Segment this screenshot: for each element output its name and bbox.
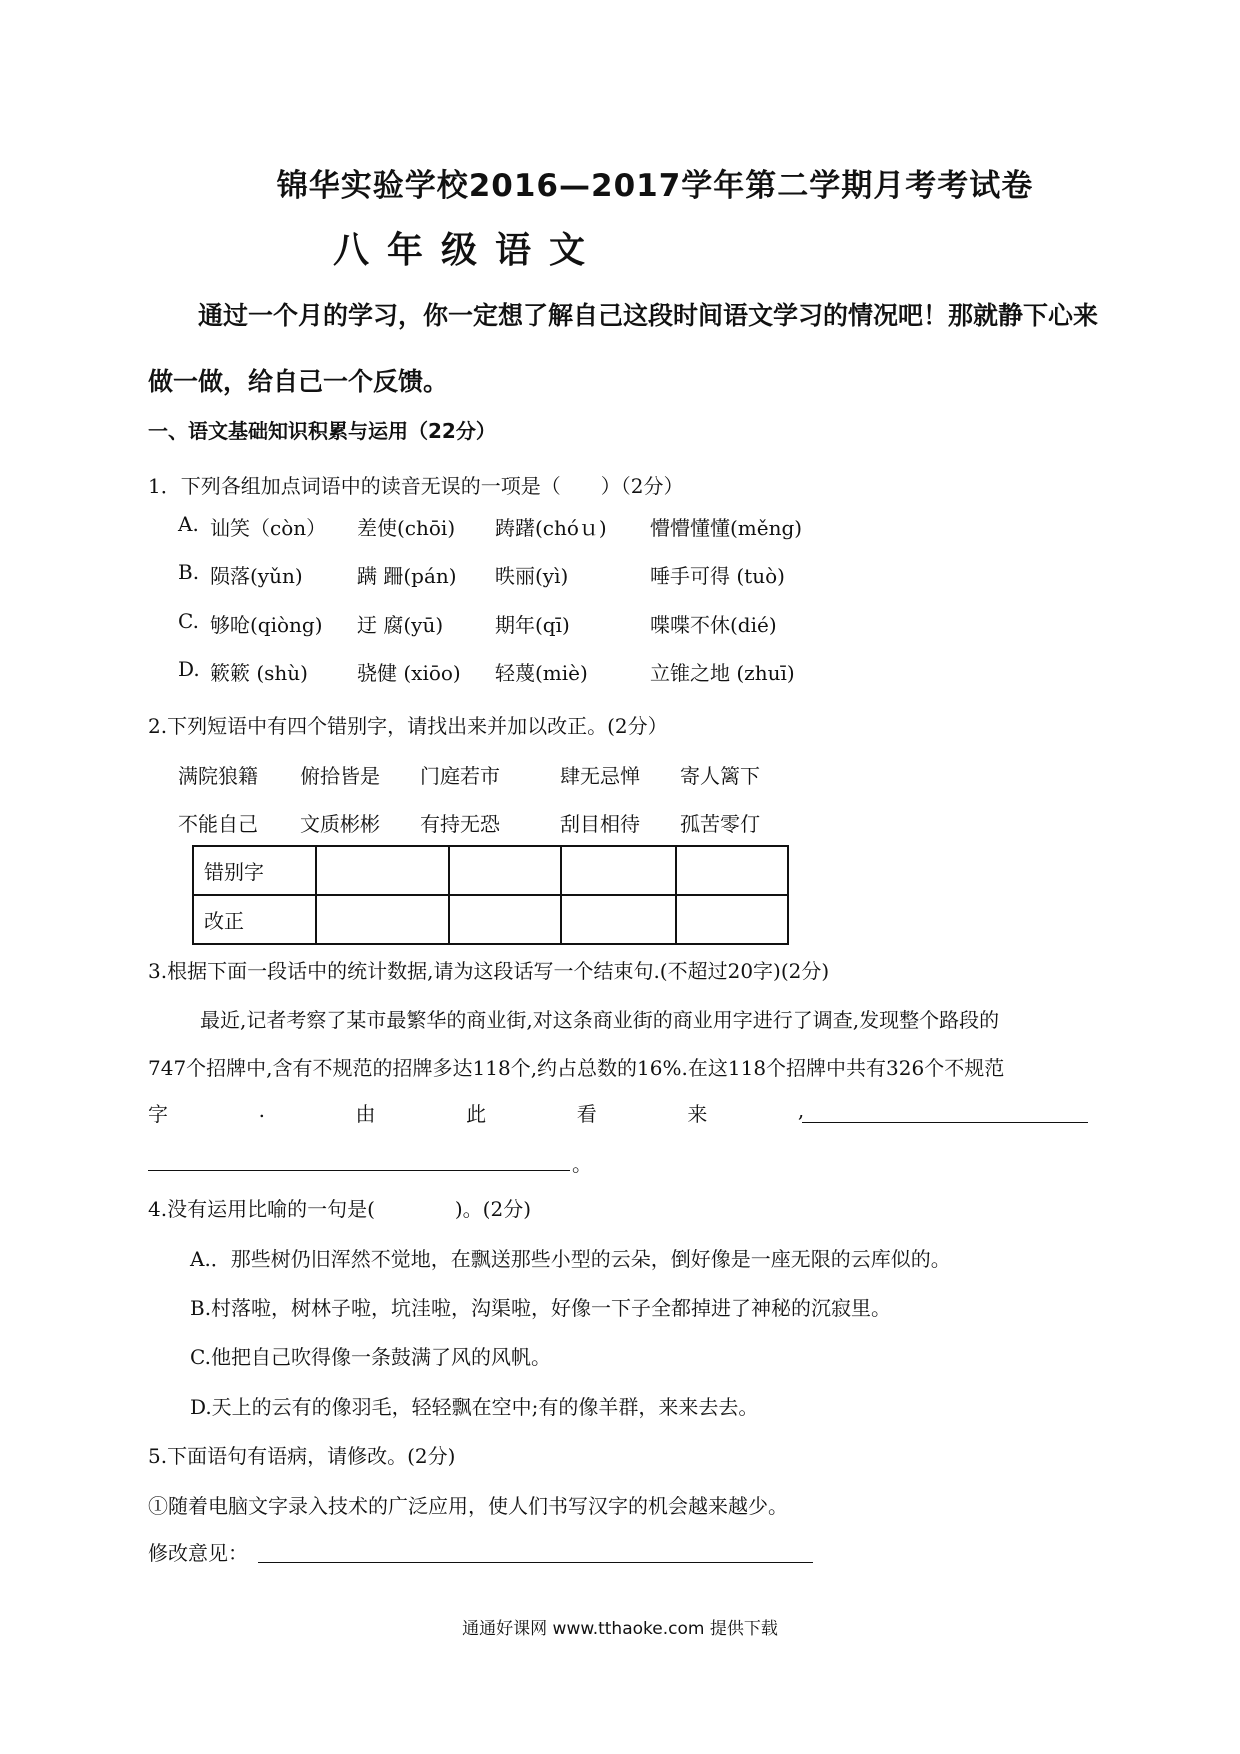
q2-phrase: 肆无忌惮 (560, 764, 640, 788)
q1-option-item: 喋喋不休(dié) (650, 613, 777, 637)
q2-phrase: 有持无恐 (420, 812, 500, 836)
answer-cell[interactable] (676, 846, 788, 895)
answer-cell[interactable] (316, 846, 449, 895)
q1-option-item: 簌簌 (shù) (210, 661, 308, 685)
q5-sentence: ①随着电脑文字录入技术的广泛应用，使人们书写汉字的机会越来越少。 (148, 1494, 788, 1518)
footer-credit: 通通好课网 www.tthaoke.com 提供下载 (462, 1619, 778, 1639)
q3-end-mark: 。 (572, 1152, 592, 1176)
q1-option-letter: D. (178, 657, 200, 681)
q5-answer-line[interactable] (258, 1562, 813, 1563)
intro-line-1: 通过一个月的学习，你一定想了解自己这段时间语文学习的情况吧！那就静下心来 (198, 301, 1099, 330)
answer-cell[interactable] (561, 846, 676, 895)
answer-cell[interactable] (449, 895, 561, 944)
q2-phrase: 不能自己 (178, 812, 258, 836)
q1-option-item: 蹒 跚(pán) (357, 564, 457, 588)
q1-stem: 1．下列各组加点词语中的读音无误的一项是（ ）（2分） (148, 474, 684, 498)
table-row (193, 895, 788, 944)
table-label-cell: 改正 (193, 895, 316, 944)
q3-stem: 3.根据下面一段话中的统计数据,请为这段话写一个结束句.(不超过20字)(2分) (148, 959, 830, 983)
answer-cell[interactable] (449, 846, 561, 895)
q5-stem: 5.下面语句有语病，请修改。(2分) (148, 1444, 456, 1468)
q3-char: . (258, 1098, 265, 1122)
q1-option-item: 唾手可得 (tuò) (650, 564, 785, 588)
q2-stem: 2.下列短语中有四个错别字，请找出来并加以改正。(2分） (148, 714, 668, 738)
q1-option-letter: B. (178, 560, 200, 584)
q3-char: 看 (576, 1102, 597, 1126)
q1-option-letter: A. (178, 512, 199, 536)
q4-option-d: D.天上的云有的像羽毛，轻轻飘在空中;有的像羊群，来来去去。 (190, 1395, 759, 1419)
q1-option-item: 轻蔑(miè) (495, 661, 588, 685)
q3-comma: , (797, 1098, 805, 1122)
table-row (193, 846, 788, 895)
table-label-cell: 错别字 (193, 846, 316, 895)
intro-line-2: 做一做，给自己一个反馈。 (148, 367, 449, 396)
q1-option-item: 陨落(yǔn) (210, 564, 303, 588)
q1-option-item: 够呛(qiòng) (210, 613, 323, 637)
exam-title: 锦华实验学校2016—2017学年第二学期月考考试卷 (276, 168, 1034, 204)
q2-phrase: 门庭若市 (420, 764, 500, 788)
q4-option-a: A.．那些树仍旧浑然不觉地，在飘送那些小型的云朵，倒好像是一座无限的云库似的。 (190, 1247, 951, 1271)
q3-answer-line-2[interactable] (148, 1170, 570, 1171)
section-1-title: 一、语文基础知识积累与运用（22分） (148, 419, 496, 443)
exam-subtitle: 八年级语文 (333, 230, 604, 271)
q4-stem: 4.没有运用比喻的一句是( )。(2分) (148, 1197, 532, 1221)
q4-option-b: B.村落啦，树林子啦，坑洼啦，沟渠啦，好像一下子全都掉进了神秘的沉寂里。 (190, 1296, 892, 1320)
q5-label: 修改意见： (148, 1541, 248, 1565)
q2-phrase: 寄人篱下 (680, 764, 760, 788)
q2-phrase: 孤苦零仃 (680, 812, 760, 836)
q2-phrase: 文质彬彬 (300, 812, 380, 836)
q1-option-item: 懵懵懂懂(měng) (650, 516, 803, 540)
q3-char: 此 (466, 1102, 487, 1126)
answer-cell[interactable] (561, 895, 676, 944)
q1-option-item: 昳丽(yì) (495, 564, 569, 588)
answer-cell[interactable] (676, 895, 788, 944)
q1-option-item: 期年(qī) (495, 613, 570, 637)
q3-char: 来 (687, 1102, 708, 1126)
q1-option-item: 讪笑（còn） (210, 516, 327, 540)
q2-phrase: 刮目相待 (560, 812, 640, 836)
answer-cell[interactable] (316, 895, 449, 944)
q3-char: 字 (148, 1102, 168, 1126)
q4-option-c: C.他把自己吹得像一条鼓满了风的风帆。 (190, 1345, 551, 1369)
q2-phrase: 满院狼籍 (178, 764, 258, 788)
q1-option-item: 立锥之地 (zhuī) (650, 661, 795, 685)
q3-paragraph-line-1: 最近,记者考察了某市最繁华的商业街,对这条商业街的商业用字进行了调查,发现整个路段的 (200, 1008, 1000, 1032)
q3-paragraph-line-2: 747个招牌中,含有不规范的招牌多达118个,约占总数的16%.在这118个招牌中共有326个不规范 (148, 1056, 1005, 1080)
q3-char: 由 (355, 1102, 376, 1126)
q2-phrase: 俯拾皆是 (300, 764, 380, 788)
q1-option-item: 骁健 (xiōo) (357, 661, 461, 685)
q1-option-item: 踌躇(chóｕ) (495, 516, 607, 540)
q2-answer-table (192, 845, 789, 945)
q1-option-letter: C. (178, 609, 199, 633)
q1-option-item: 迂 腐(yū) (357, 613, 444, 637)
q1-option-item: 差使(chōi) (357, 516, 456, 540)
q3-answer-line-1[interactable] (802, 1122, 1088, 1123)
